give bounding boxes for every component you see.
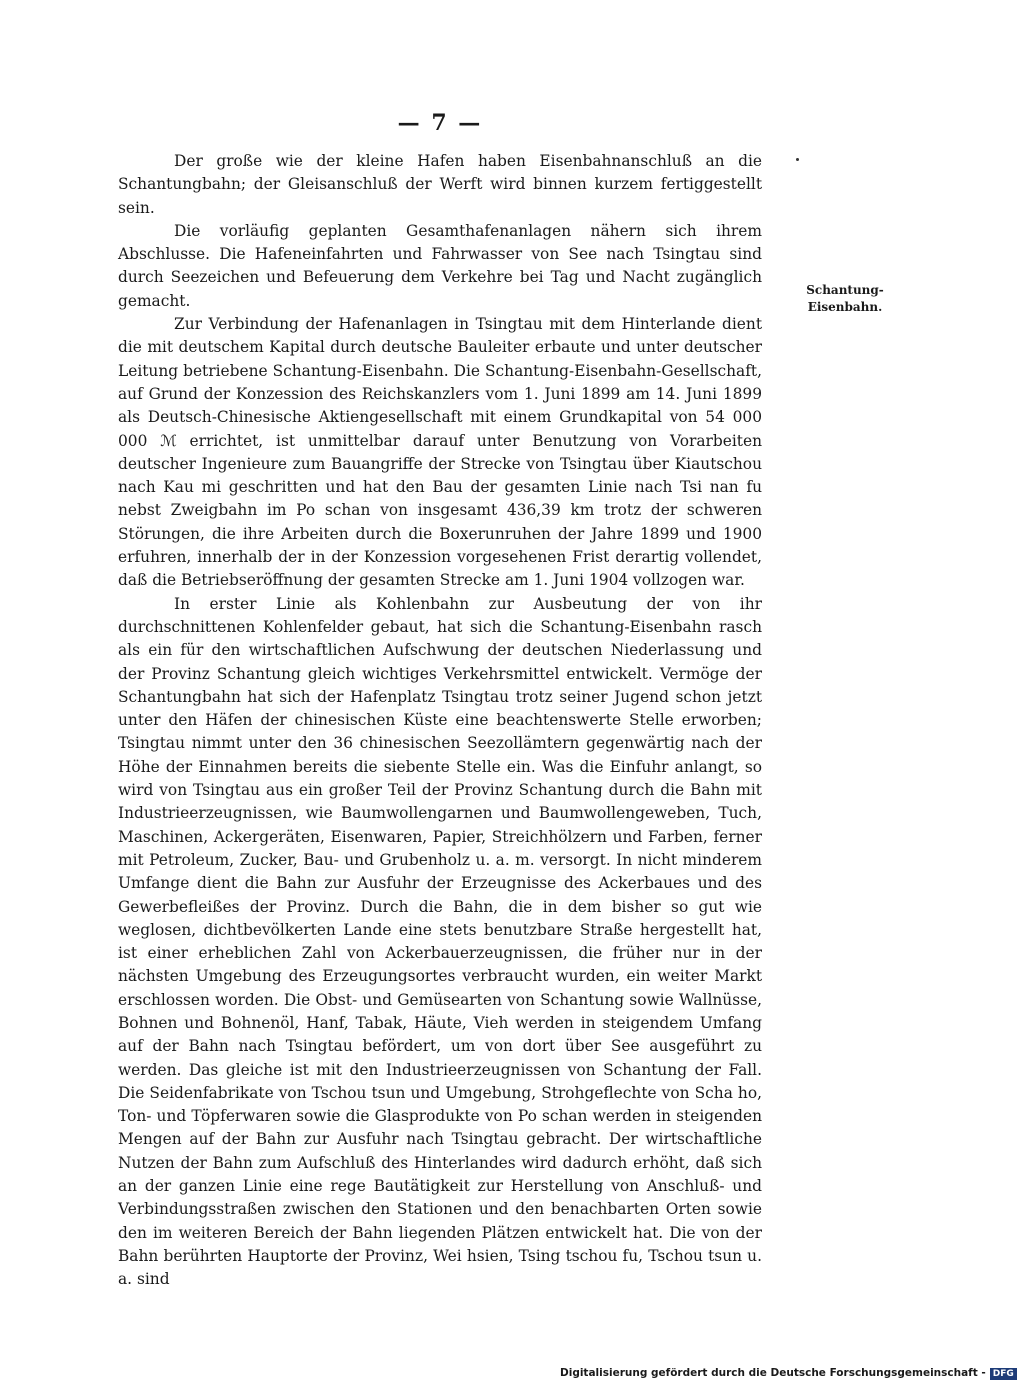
paragraph-harbour-facilities: Die vorläufig geplanten Gesamthafenanlagen nähern sich ihrem Abschlusse. Die Hafeneinfahrten und Fahrwasser von See nach Tsingtau sind durch Seezeichen und Befeuerung dem Verkehre bei Tag und Nacht zugänglich gemacht. bbox=[118, 221, 762, 310]
paragraph-railway-construction: Zur Verbindung der Hafenanlagen in Tsingtau mit dem Hinterlande dient die mit deutschem Kapital durch deutsche Bauleiter erbaute und unter deutscher Leitung betriebene Schantung-Eisenbahn. Die Schantung-Eisenbahn-Gesellschaft, auf Grund der Konzession des Reichskanzlers vom 1. Juni 1899 am 14. Juni 1899 als Deutsch-Chinesische Aktiengesellschaft mit einem Grundkapital von 54 000 000 ℳ errichtet, ist unmittelbar darauf unter Benutzung von Vorarbeiten deutscher Ingenieure zum Bauangriffe der Strecke von Tsingtau über Kiautschou nach Kau mi geschritten und hat den Bau der gesamten Linie nach Tsi nan fu nebst Zweigbahn im Po schan von insgesamt 436,39 km trotz der schweren Störungen, die ihre Arbeiten durch die Boxerunruhen der Jahre 1899 und 1900 erfuhren, innerhalb der in der Konzession vorgesehenen Frist derartig vollendet, daß die Betriebseröffnung der gesamten Strecke am 1. Juni 1904 vollzogen war. bbox=[118, 315, 762, 590]
paragraph-harbour-rail: Der große wie der kleine Hafen haben Eisenbahnanschluß an die Schantungbahn; der Gleisanschluß der Werft wird binnen kurzem fertiggestellt sein. bbox=[118, 152, 762, 217]
page-number: — 7 — bbox=[397, 110, 483, 136]
paragraph-railway-economy: In erster Linie als Kohlenbahn zur Ausbeutung der von ihr durchschnittenen Kohlenfelder gebaut, hat sich die Schantung-Eisenbahn rasch als ein für den wirtschaftlichen Aufschwung der deutschen Niederlassung und der Provinz Schantung gleich wichtiges Verkehrsmittel entwickelt. Vermöge der Schantungbahn hat sich der Hafenplatz Tsingtau trotz seiner Jugend schon jetzt unter den Häfen der chinesischen Küste eine beachtenswerte Stelle erworben; Tsingtau nimmt unter den 36 chinesischen Seezollämtern gegenwärtig nach der Höhe der Einnahmen bereits die siebente Stelle ein. Was die Einfuhr anlangt, so wird von Tsingtau aus ein großer Teil der Provinz Schantung durch die Bahn mit Industrieerzeugnissen, wie Baumwollengarnen und Baumwollengeweben, Tuch, Maschinen, Ackergeräten, Eisenwaren, Papier, Streichhölzern und Farben, ferner mit Petroleum, Zucker, Bau- und Grubenholz u. a. m. versorgt. In nicht minderem Umfange dient die Bahn zur Ausfuhr der Erzeugnisse des Ackerbaues und des Gewerbefleißes der Provinz. Durch die Bahn, die in dem bisher so gut wie weglosen, dichtbevölkerten Lande eine stets benutzbare Straße hergestellt hat, ist einer erheblichen Zahl von Ackerbauerzeugnissen, die früher nur in der nächsten Umgebung des Erzeugungsortes verbraucht wurden, ein weiter Markt erschlossen worden. Die Obst- und Gemüsearten von Schantung sowie Wallnüsse, Bohnen und Bohnenöl, Hanf, Tabak, Häute, Vieh werden in steigendem Umfang auf der Bahn nach Tsingtau befördert, um von dort über See ausgeführt zu werden. Das gleiche ist mit den Industrieerzeugnissen von Schantung der Fall. Die Seidenfabrikate von Tschou tsun und Umgebung, Strohgeflechte von Scha ho, Ton- und Töpferwaren sowie die Glasprodukte von Po schan werden in steigenden Mengen auf der Bahn zur Ausfuhr nach Tsingtau gebracht. Der wirtschaftliche Nutzen der Bahn zum Aufschluß des Hinterlandes wird dadurch erhöht, daß sich an der ganzen Linie eine rege Bautätigkeit zur Herstellung von Anschluß- und Verbindungsstraßen zwischen den Stationen und den benachbarten Orten sowie den im weiteren Bereich der Bahn liegenden Plätzen entwickelt hat. Die von der Bahn berührten Hauptorte der Provinz, Wei hsien, Tsing tschou fu, Tschou tsun u. a. sind bbox=[118, 594, 762, 1289]
marginal-note bbox=[790, 282, 900, 316]
scan-speck bbox=[796, 158, 799, 161]
dfg-logo: DFG bbox=[990, 1368, 1017, 1380]
marginal-note-line: Eisenbahn. bbox=[807, 300, 883, 314]
body-text bbox=[118, 150, 762, 1292]
footer-text: Digitalisierung gefördert durch die Deutsche Forschungsgemeinschaft - bbox=[560, 1367, 986, 1379]
digitization-footer bbox=[560, 1367, 1014, 1379]
marginal-note-line: Schantung- bbox=[806, 283, 884, 297]
